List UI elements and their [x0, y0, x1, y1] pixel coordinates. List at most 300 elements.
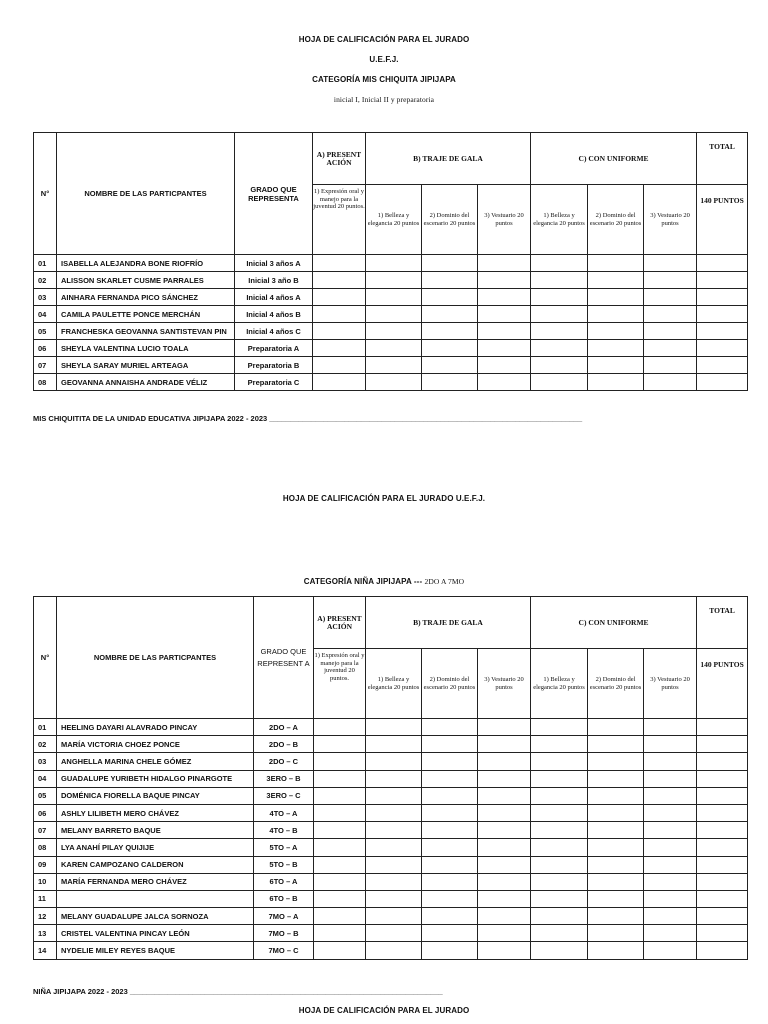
score-cell[interactable] — [366, 340, 422, 357]
score-cell[interactable] — [422, 255, 478, 272]
sheet3-title: HOJA DE CALIFICACIÓN PARA EL JURADO — [298, 1006, 470, 1015]
score-cell[interactable] — [478, 272, 531, 289]
row-number: 06 — [34, 340, 57, 357]
header-uniform-wardrobe: 3) Vestuario 20 puntos — [644, 649, 697, 719]
score-cell[interactable] — [697, 787, 748, 804]
score-cell[interactable] — [314, 719, 366, 736]
score-cell[interactable] — [366, 925, 422, 942]
score-cell[interactable] — [531, 856, 588, 873]
participant-name: CRISTEL VALENTINA PINCAY LEÓN — [57, 925, 254, 942]
score-cell[interactable] — [314, 770, 366, 787]
header-uniform: C) CON UNIFORME — [531, 597, 697, 649]
score-cell[interactable] — [644, 787, 697, 804]
score-cell[interactable] — [531, 323, 588, 340]
score-cell[interactable] — [422, 890, 478, 907]
header-uniform: C) CON UNIFORME — [531, 133, 697, 185]
participant-grade: Preparatoria B — [235, 357, 313, 374]
score-cell[interactable] — [588, 787, 644, 804]
header-uniform-beauty: 1) Belleza y elegancia 20 puntos — [531, 185, 588, 255]
score-cell[interactable] — [422, 839, 478, 856]
score-cell[interactable] — [366, 822, 422, 839]
score-cell[interactable] — [644, 272, 697, 289]
score-cell[interactable] — [366, 255, 422, 272]
score-cell[interactable] — [644, 736, 697, 753]
score-cell[interactable] — [644, 753, 697, 770]
score-cell[interactable] — [422, 804, 478, 821]
row-number: 05 — [34, 323, 57, 340]
participant-name: MELANY BARRETO BAQUE — [57, 822, 254, 839]
score-cell[interactable] — [422, 822, 478, 839]
score-cell[interactable] — [588, 340, 644, 357]
row-number: 04 — [34, 306, 57, 323]
score-cell[interactable] — [531, 787, 588, 804]
score-cell[interactable] — [478, 255, 531, 272]
score-cell[interactable] — [314, 804, 366, 821]
score-cell[interactable] — [531, 839, 588, 856]
score-cell[interactable] — [478, 340, 531, 357]
participant-name: HEELING DAYARI ALAVRADO PINCAY — [57, 719, 254, 736]
participant-grade: Inicial 4 años C — [235, 323, 313, 340]
score-cell[interactable] — [478, 873, 531, 890]
score-cell[interactable] — [644, 890, 697, 907]
score-cell[interactable] — [366, 873, 422, 890]
score-cell[interactable] — [422, 856, 478, 873]
row-number: 09 — [34, 856, 57, 873]
score-cell[interactable] — [366, 323, 422, 340]
participant-name: MARÍA FERNANDA MERO CHÁVEZ — [57, 873, 254, 890]
score-cell[interactable] — [314, 736, 366, 753]
score-cell[interactable] — [644, 908, 697, 925]
sheet2-category-label: CATEGORÍA NIÑA JIPIJAPA --- — [303, 577, 425, 586]
score-cell[interactable] — [478, 770, 531, 787]
score-cell[interactable] — [366, 804, 422, 821]
score-cell[interactable] — [531, 942, 588, 959]
score-cell[interactable] — [588, 272, 644, 289]
header-total: TOTAL — [697, 597, 748, 649]
table-row — [34, 787, 748, 804]
score-cell[interactable] — [422, 272, 478, 289]
row-number: 03 — [34, 753, 57, 770]
participant-name: ALISSON SKARLET CUSME PARRALES — [57, 272, 235, 289]
score-cell[interactable] — [588, 839, 644, 856]
participant-grade: Inicial 4 años A — [235, 289, 313, 306]
row-number: 04 — [34, 770, 57, 787]
row-number: 08 — [34, 839, 57, 856]
score-cell[interactable] — [697, 804, 748, 821]
header-gala-stage: 2) Dominio del escenario 20 puntos — [422, 649, 478, 719]
score-cell[interactable] — [697, 753, 748, 770]
header-participant-name: NOMBRE DE LAS PARTICPANTES — [57, 597, 254, 719]
score-cell[interactable] — [588, 925, 644, 942]
score-cell[interactable] — [314, 925, 366, 942]
score-cell[interactable] — [422, 719, 478, 736]
score-cell[interactable] — [314, 942, 366, 959]
participant-name: AINHARA FERNANDA PICO SÁNCHEZ — [57, 289, 235, 306]
score-cell[interactable] — [422, 357, 478, 374]
score-cell[interactable] — [697, 272, 748, 289]
participant-grade: Inicial 3 año B — [235, 272, 313, 289]
score-cell[interactable] — [588, 942, 644, 959]
participant-grade: Preparatoria C — [235, 374, 313, 391]
score-cell[interactable] — [478, 323, 531, 340]
participant-grade: Preparatoria A — [235, 340, 313, 357]
row-number: 12 — [34, 908, 57, 925]
score-cell[interactable] — [588, 770, 644, 787]
sheet1-levels: inicial I, Inicial II y preparatoria — [333, 95, 435, 104]
score-cell[interactable] — [313, 340, 366, 357]
participant-grade: 3ERO – B — [254, 770, 314, 787]
header-grade: GRADO QUE REPRESENTA — [235, 133, 313, 255]
row-number: 10 — [34, 873, 57, 890]
score-cell[interactable] — [422, 770, 478, 787]
participant-grade: 5TO – B — [254, 856, 314, 873]
score-cell[interactable] — [366, 787, 422, 804]
header-oral-expression: 1) Expresión oral y manejo para la juventud 20 puntos. — [314, 649, 366, 719]
score-cell[interactable] — [366, 753, 422, 770]
score-cell[interactable] — [422, 873, 478, 890]
header-presentation: A) PRESENT ACIÓN — [313, 133, 366, 185]
row-number: 01 — [34, 255, 57, 272]
score-cell[interactable] — [478, 374, 531, 391]
participant-name: DOMÉNICA FIORELLA BAQUE PINCAY — [57, 787, 254, 804]
score-cell[interactable] — [697, 289, 748, 306]
table-row — [34, 323, 748, 340]
score-cell[interactable] — [366, 374, 422, 391]
score-cell[interactable] — [697, 839, 748, 856]
score-cell[interactable] — [478, 787, 531, 804]
row-number: 14 — [34, 942, 57, 959]
score-cell[interactable] — [531, 272, 588, 289]
participant-name: MELANY GUADALUPE JALCA SORNOZA — [57, 908, 254, 925]
header-gala-beauty: 1) Belleza y elegancia 20 puntos — [366, 649, 422, 719]
score-cell[interactable] — [644, 839, 697, 856]
table-row — [34, 753, 748, 770]
score-cell[interactable] — [588, 753, 644, 770]
participant-name — [57, 890, 254, 907]
table-row — [34, 890, 748, 907]
score-cell[interactable] — [478, 736, 531, 753]
score-cell[interactable] — [478, 719, 531, 736]
score-cell[interactable] — [697, 719, 748, 736]
score-cell[interactable] — [314, 908, 366, 925]
participant-grade: 4TO – A — [254, 804, 314, 821]
sheet2-category — [0, 577, 768, 586]
score-cell[interactable] — [644, 340, 697, 357]
score-cell[interactable] — [644, 822, 697, 839]
score-cell[interactable] — [588, 323, 644, 340]
score-cell[interactable] — [531, 890, 588, 907]
row-number: 03 — [34, 289, 57, 306]
participant-grade: 4TO – B — [254, 822, 314, 839]
score-cell[interactable] — [697, 908, 748, 925]
score-cell[interactable] — [644, 323, 697, 340]
score-cell[interactable] — [366, 908, 422, 925]
score-cell[interactable] — [697, 942, 748, 959]
header-gala-stage: 2) Dominio del escenario 20 puntos — [422, 185, 478, 255]
score-cell[interactable] — [478, 804, 531, 821]
score-cell[interactable] — [478, 306, 531, 323]
participant-name: MARÍA VICTORIA CHOEZ PONCE — [57, 736, 254, 753]
score-cell[interactable] — [697, 890, 748, 907]
score-cell[interactable] — [366, 736, 422, 753]
score-cell[interactable] — [531, 925, 588, 942]
header-points: 140 PUNTOS — [697, 185, 748, 255]
score-cell[interactable] — [531, 357, 588, 374]
score-cell[interactable] — [313, 306, 366, 323]
participant-grade: 6TO – B — [254, 890, 314, 907]
header-uniform-stage: 2) Dominio del escenario 20 puntos — [588, 185, 644, 255]
score-cell[interactable] — [697, 306, 748, 323]
score-cell[interactable] — [588, 719, 644, 736]
header-uniform-wardrobe: 3) Vestuario 20 puntos — [644, 185, 697, 255]
table-row — [34, 340, 748, 357]
score-cell[interactable] — [588, 255, 644, 272]
score-cell[interactable] — [313, 255, 366, 272]
score-cell[interactable] — [478, 289, 531, 306]
score-cell[interactable] — [531, 736, 588, 753]
participant-name: LYA ANAHÍ PILAY QUIJIJE — [57, 839, 254, 856]
participant-grade: Inicial 3 años A — [235, 255, 313, 272]
participant-grade: 7MO – B — [254, 925, 314, 942]
score-cell[interactable] — [422, 787, 478, 804]
score-cell[interactable] — [588, 873, 644, 890]
score-cell[interactable] — [644, 719, 697, 736]
score-cell[interactable] — [697, 770, 748, 787]
score-cell[interactable] — [644, 804, 697, 821]
header-uniform-stage: 2) Dominio del escenario 20 puntos — [588, 649, 644, 719]
table-row — [34, 822, 748, 839]
score-cell[interactable] — [697, 323, 748, 340]
score-cell[interactable] — [697, 873, 748, 890]
score-cell[interactable] — [644, 925, 697, 942]
table-row — [34, 804, 748, 821]
row-number: 05 — [34, 787, 57, 804]
participant-grade: 7MO – C — [254, 942, 314, 959]
participant-grade: Inicial 4 años B — [235, 306, 313, 323]
row-number: 06 — [34, 804, 57, 821]
header-participant-name: NOMBRE DE LAS PARTICPANTES — [57, 133, 235, 255]
score-cell[interactable] — [644, 306, 697, 323]
header-points: 140 PUNTOS — [697, 649, 748, 719]
score-cell[interactable] — [531, 289, 588, 306]
score-cell[interactable] — [478, 908, 531, 925]
row-number: 07 — [34, 822, 57, 839]
score-cell[interactable] — [644, 770, 697, 787]
score-cell[interactable] — [366, 719, 422, 736]
score-cell[interactable] — [644, 942, 697, 959]
score-cell[interactable] — [366, 289, 422, 306]
score-cell[interactable] — [478, 856, 531, 873]
sheet2-title: HOJA DE CALIFICACIÓN PARA EL JURADO U.E.F.J. — [282, 494, 486, 503]
score-cell[interactable] — [531, 822, 588, 839]
table-row — [34, 942, 748, 959]
participant-name: ISABELLA ALEJANDRA BONE RIOFRÍO — [57, 255, 235, 272]
score-cell[interactable] — [644, 856, 697, 873]
score-cell[interactable] — [313, 374, 366, 391]
score-cell[interactable] — [366, 942, 422, 959]
sheet1-org: U.E.F.J. — [369, 55, 399, 64]
score-cell[interactable] — [313, 323, 366, 340]
participant-grade: 6TO – A — [254, 873, 314, 890]
score-cell[interactable] — [644, 357, 697, 374]
score-cell[interactable] — [366, 839, 422, 856]
score-cell[interactable] — [644, 255, 697, 272]
score-cell[interactable] — [697, 736, 748, 753]
participant-name: SHEYLA SARAY MURIEL ARTEAGA — [57, 357, 235, 374]
score-cell[interactable] — [697, 822, 748, 839]
participant-grade: 5TO – A — [254, 839, 314, 856]
participant-name: ASHLY LILIBETH MERO CHÁVEZ — [57, 804, 254, 821]
participant-name: CAMILA PAULETTE PONCE MERCHÁN — [57, 306, 235, 323]
score-cell[interactable] — [366, 306, 422, 323]
score-cell[interactable] — [478, 822, 531, 839]
header-oral-expression: 1) Expresión oral y manejo para la juventud 20 puntos. — [313, 185, 366, 255]
score-cell[interactable] — [366, 770, 422, 787]
score-cell[interactable] — [531, 873, 588, 890]
score-cell[interactable] — [478, 890, 531, 907]
sheet2-category-range: 2DO A 7MO — [424, 577, 465, 586]
scoring-table-1 — [33, 132, 748, 391]
table-row — [34, 873, 748, 890]
participant-name: NYDELIE MILEY REYES BAQUE — [57, 942, 254, 959]
score-cell[interactable] — [314, 822, 366, 839]
score-cell[interactable] — [644, 289, 697, 306]
score-cell[interactable] — [531, 255, 588, 272]
score-cell[interactable] — [366, 272, 422, 289]
score-cell[interactable] — [422, 925, 478, 942]
participant-name: KAREN CAMPOZANO CALDERON — [57, 856, 254, 873]
score-cell[interactable] — [314, 787, 366, 804]
score-cell[interactable] — [366, 856, 422, 873]
header-gala-wardrobe: 3) Vestuario 20 puntos — [478, 649, 531, 719]
scoring-table-2 — [33, 596, 748, 960]
score-cell[interactable] — [531, 340, 588, 357]
score-cell[interactable] — [314, 753, 366, 770]
participant-grade: 2DO – B — [254, 736, 314, 753]
header-gala-dress: B) TRAJE DE GALA — [366, 133, 531, 185]
score-cell[interactable] — [588, 804, 644, 821]
row-number: 01 — [34, 719, 57, 736]
table-row — [34, 255, 748, 272]
table-row — [34, 770, 748, 787]
table-row — [34, 856, 748, 873]
row-number: 02 — [34, 736, 57, 753]
header-uniform-beauty: 1) Belleza y elegancia 20 puntos — [531, 649, 588, 719]
score-cell[interactable] — [422, 323, 478, 340]
score-cell[interactable] — [588, 908, 644, 925]
score-cell[interactable] — [314, 839, 366, 856]
score-cell[interactable] — [531, 719, 588, 736]
row-number: 08 — [34, 374, 57, 391]
header-number: N° — [34, 597, 57, 719]
score-cell[interactable] — [697, 255, 748, 272]
table-row — [34, 908, 748, 925]
table-row — [34, 306, 748, 323]
score-cell[interactable] — [644, 374, 697, 391]
score-cell[interactable] — [314, 890, 366, 907]
participant-grade: 2DO – A — [254, 719, 314, 736]
score-cell[interactable] — [588, 374, 644, 391]
score-cell[interactable] — [478, 942, 531, 959]
score-cell[interactable] — [531, 770, 588, 787]
score-cell[interactable] — [588, 306, 644, 323]
table-row — [34, 289, 748, 306]
score-cell[interactable] — [697, 340, 748, 357]
score-cell[interactable] — [697, 357, 748, 374]
header-presentation: A) PRESENT ACIÓN — [314, 597, 366, 649]
score-cell[interactable] — [422, 289, 478, 306]
row-number: 13 — [34, 925, 57, 942]
participant-grade: 2DO – C — [254, 753, 314, 770]
table-row — [34, 839, 748, 856]
score-cell[interactable] — [422, 374, 478, 391]
table-row — [34, 272, 748, 289]
score-cell[interactable] — [422, 753, 478, 770]
score-cell[interactable] — [478, 357, 531, 374]
row-number: 11 — [34, 890, 57, 907]
score-cell[interactable] — [314, 856, 366, 873]
score-cell[interactable] — [588, 822, 644, 839]
participant-name: GUADALUPE YURIBETH HIDALGO PINARGOTE — [57, 770, 254, 787]
score-cell[interactable] — [697, 856, 748, 873]
score-cell[interactable] — [588, 890, 644, 907]
score-cell[interactable] — [422, 306, 478, 323]
score-cell[interactable] — [588, 856, 644, 873]
score-cell[interactable] — [531, 753, 588, 770]
score-cell[interactable] — [422, 942, 478, 959]
row-number: 02 — [34, 272, 57, 289]
score-cell[interactable] — [531, 374, 588, 391]
score-cell[interactable] — [531, 804, 588, 821]
score-cell[interactable] — [531, 306, 588, 323]
score-cell[interactable] — [422, 736, 478, 753]
table-row — [34, 736, 748, 753]
row-number: 07 — [34, 357, 57, 374]
score-cell[interactable] — [644, 873, 697, 890]
score-cell[interactable] — [531, 908, 588, 925]
score-cell[interactable] — [366, 357, 422, 374]
score-cell[interactable] — [422, 908, 478, 925]
sheet1-footer: MIS CHIQUITITA DE LA UNIDAD EDUCATIVA JIPIJAPA 2022 - 2023 ___________________________________________________________________________ — [33, 414, 583, 423]
table-row — [34, 357, 748, 374]
score-cell[interactable] — [588, 289, 644, 306]
sheet1-category: CATEGORÍA MIS CHIQUITA JIPIJAPA — [312, 75, 456, 84]
score-cell[interactable] — [697, 925, 748, 942]
score-cell[interactable] — [366, 890, 422, 907]
score-cell[interactable] — [478, 925, 531, 942]
participant-name: FRANCHESKA GEOVANNA SANTISTEVAN PIN — [57, 323, 235, 340]
score-cell[interactable] — [313, 289, 366, 306]
score-cell[interactable] — [422, 340, 478, 357]
table-row — [34, 719, 748, 736]
score-cell[interactable] — [697, 374, 748, 391]
sheet2-footer: NIÑA JIPIJAPA 2022 - 2023 ___________________________________________________________________________ — [33, 987, 443, 996]
table-row — [34, 374, 748, 391]
score-cell[interactable] — [314, 873, 366, 890]
score-cell[interactable] — [313, 272, 366, 289]
sheet1-title: HOJA DE CALIFICACIÓN PARA EL JURADO — [298, 35, 470, 44]
header-total: TOTAL — [697, 133, 748, 185]
score-cell[interactable] — [313, 357, 366, 374]
participant-grade: 7MO – A — [254, 908, 314, 925]
participant-name: GEOVANNA ANNAISHA ANDRADE VÉLIZ — [57, 374, 235, 391]
score-cell[interactable] — [478, 753, 531, 770]
score-cell[interactable] — [588, 736, 644, 753]
header-gala-beauty: 1) Belleza y elegancia 20 puntos — [366, 185, 422, 255]
participant-grade: 3ERO – C — [254, 787, 314, 804]
score-cell[interactable] — [478, 839, 531, 856]
score-cell[interactable] — [588, 357, 644, 374]
